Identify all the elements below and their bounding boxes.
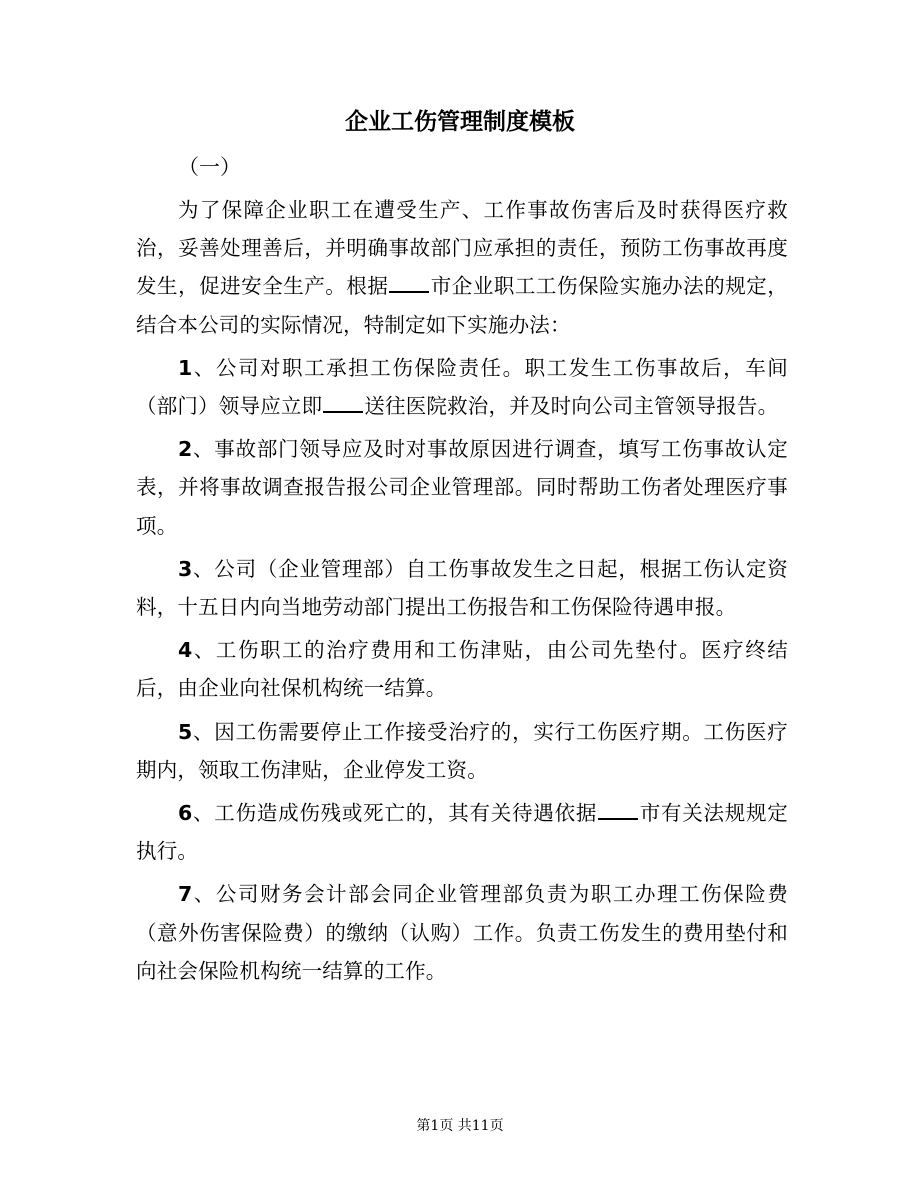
item-number: 4 [178,638,193,663]
item-number: 3 [178,556,193,581]
document-body [136,191,788,995]
section-heading: （一） [178,155,241,179]
list-item [136,794,788,870]
item-number: 7 [178,882,193,907]
item-text-continued: 市有关法规规定执行。 [136,801,788,864]
item-text: 、公司（企业管理部）自工伤事故发生之日起，根据工伤认定资料，十五日内向当地劳动部门提出工伤报告和工伤保险待遇申报。 [136,556,788,620]
item-text: 、公司对职工承担工伤保险责任。职工发生工伤事故后，车间（部门）领导应立即 [136,355,788,419]
fill-in-blank [598,800,638,820]
list-item [136,349,788,425]
fill-in-blank [323,393,363,413]
page-footer: 第1页 共11页 [416,1118,504,1134]
intro-text-part2: 市企业职工工伤保险实施办法的规定，结合本公司的实际情况，特制定如下实施办法： [136,274,788,337]
item-text-continued: 送往医院救治，并及时向公司主管领导报告。 [364,394,779,419]
item-text: 、公司财务会计部会同企业管理部负责为职工办理工伤保险费（意外伤害保险费）的缴纳（认购）工作。负责工伤发生的费用垫付和向社会保险机构统一结算的工作。 [136,882,788,983]
item-text: 、事故部门领导应及时对事故原因进行调查，填写工伤事故认定表，并将事故调查报告报公司企业管理部。同时帮助工伤者处理医疗事项。 [136,437,788,538]
list-item [136,430,788,545]
list-item [136,550,788,626]
item-text: 、工伤造成伤残或死亡的，其有关待遇依据 [192,801,598,826]
list-item [136,631,788,707]
intro-paragraph [136,191,788,344]
list-item [136,713,788,789]
item-number: 1 [178,355,193,380]
fill-in-blank [389,273,429,293]
item-text: 、工伤职工的治疗费用和工伤津贴，由公司先垫付。医疗终结后，由企业向社保机构统一结算。 [136,638,788,701]
item-number: 5 [178,719,193,744]
item-number: 2 [178,437,193,462]
document-title: 企业工伤管理制度模板 [345,109,575,135]
intro-text-part1: 为了保障企业职工在遭受生产、工作事故伤害后及时获得医疗救治，妥善处理善后，并明确事故部门应承担的责任，预防工伤事故再度发生，促进安全生产。根据 [136,198,788,299]
item-number: 6 [178,801,193,826]
list-item [136,875,788,990]
item-text: 、因工伤需要停止工作接受治疗的，实行工伤医疗期。工伤医疗期内，领取工伤津贴，企业停发工资。 [136,719,788,782]
